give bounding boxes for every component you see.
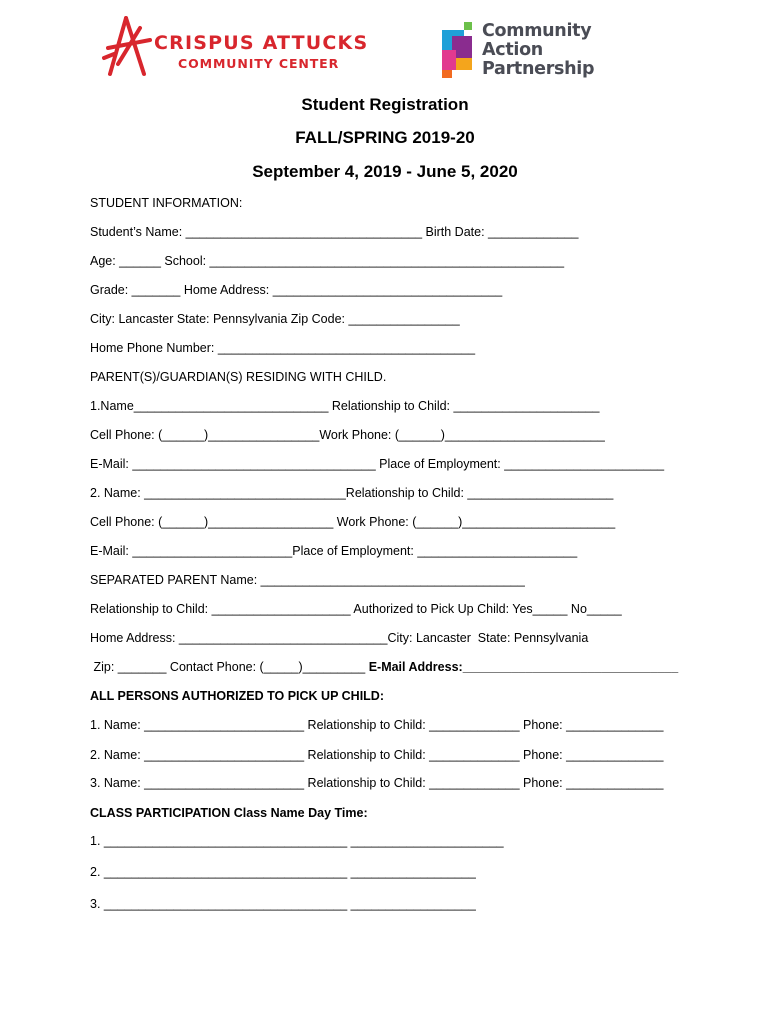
crispus-attucks-name: CRISPUS ATTUCKS: [154, 32, 369, 54]
pickup-person-3-line[interactable]: 3. Name: _______________________ Relationship to Child: _____________ Phone: ______________: [90, 776, 664, 790]
date-range-title: September 4, 2019 - June 5, 2020: [252, 162, 518, 181]
parent2-name-relationship-line[interactable]: 2. Name: _____________________________Relationship to Child: _____________________: [90, 486, 614, 500]
separated-relationship-pickup-line[interactable]: Relationship to Child: ____________________ Authorized to Pick Up Child: Yes_____ No_____: [90, 602, 622, 616]
separated-zip-phone-email-line[interactable]: [90, 660, 678, 674]
pickup-person-1-line[interactable]: 1. Name: _______________________ Relationship to Child: _____________ Phone: ______________: [90, 718, 664, 732]
section-student-information: STUDENT INFORMATION:: [90, 196, 243, 210]
parent1-email-employment-line[interactable]: E-Mail: ___________________________________ Place of Employment: _______________________: [90, 457, 665, 471]
cap-word-action: Action: [482, 40, 543, 60]
grade-home-address-line[interactable]: Grade: _______ Home Address: _________________________________: [90, 283, 503, 297]
form-title: Student Registration: [301, 95, 469, 114]
cap-word-community: Community: [482, 21, 592, 41]
zip-contact-phone[interactable]: Zip: _______ Contact Phone: (_____)_________: [90, 660, 369, 674]
parent1-name-relationship-line[interactable]: 1.Name____________________________ Relationship to Child: _____________________: [90, 399, 600, 413]
parent2-phones-line[interactable]: Cell Phone: (______)__________________ Work Phone: (______)______________________: [90, 515, 616, 529]
section-parents-guardians: PARENT(S)/GUARDIAN(S) RESIDING WITH CHILD.: [90, 370, 387, 384]
class-2-line[interactable]: 2. ___________________________________ __________________: [90, 865, 476, 879]
pickup-person-2-line[interactable]: 2. Name: _______________________ Relationship to Child: _____________ Phone: ______________: [90, 748, 664, 762]
age-school-line[interactable]: Age: ______ School: ___________________________________________________: [90, 254, 565, 268]
class-3-line[interactable]: 3. ___________________________________ __________________: [90, 897, 476, 911]
home-phone-line[interactable]: Home Phone Number: _____________________________________: [90, 341, 476, 355]
student-name-birth-date-line[interactable]: Student’s Name: __________________________________ Birth Date: _____________: [90, 225, 579, 239]
email-address-field[interactable]: E-Mail Address:_______________________________: [368, 660, 679, 674]
parent2-email-employment-line[interactable]: E-Mail: _______________________Place of Employment: _______________________: [90, 544, 578, 558]
term-title: FALL/SPRING 2019-20: [295, 128, 475, 147]
separated-parent-name-line[interactable]: SEPARATED PARENT Name: ______________________________________: [90, 573, 525, 587]
crispus-attucks-logo: [100, 14, 369, 80]
cap-wordmark: [482, 22, 594, 79]
parent1-phones-line[interactable]: Cell Phone: (______)________________Work Phone: (______)_______________________: [90, 428, 605, 442]
community-center-name: COMMUNITY CENTER: [178, 56, 340, 71]
cap-squares-icon: [438, 20, 482, 82]
city-state-zip-line[interactable]: City: Lancaster State: Pennsylvania Zip Code: ________________: [90, 312, 460, 326]
section-authorized-pickup: ALL PERSONS AUTHORIZED TO PICK UP CHILD:: [90, 689, 385, 703]
community-action-partnership-logo: [438, 20, 598, 82]
section-class-participation: CLASS PARTICIPATION Class Name Day Time:: [90, 806, 368, 820]
class-1-line[interactable]: 1. ___________________________________ ______________________: [90, 834, 504, 848]
cap-word-partnership: Partnership: [482, 59, 595, 79]
separated-home-address-line[interactable]: Home Address: ______________________________City: Lancaster State: Pennsylvania: [90, 631, 589, 645]
